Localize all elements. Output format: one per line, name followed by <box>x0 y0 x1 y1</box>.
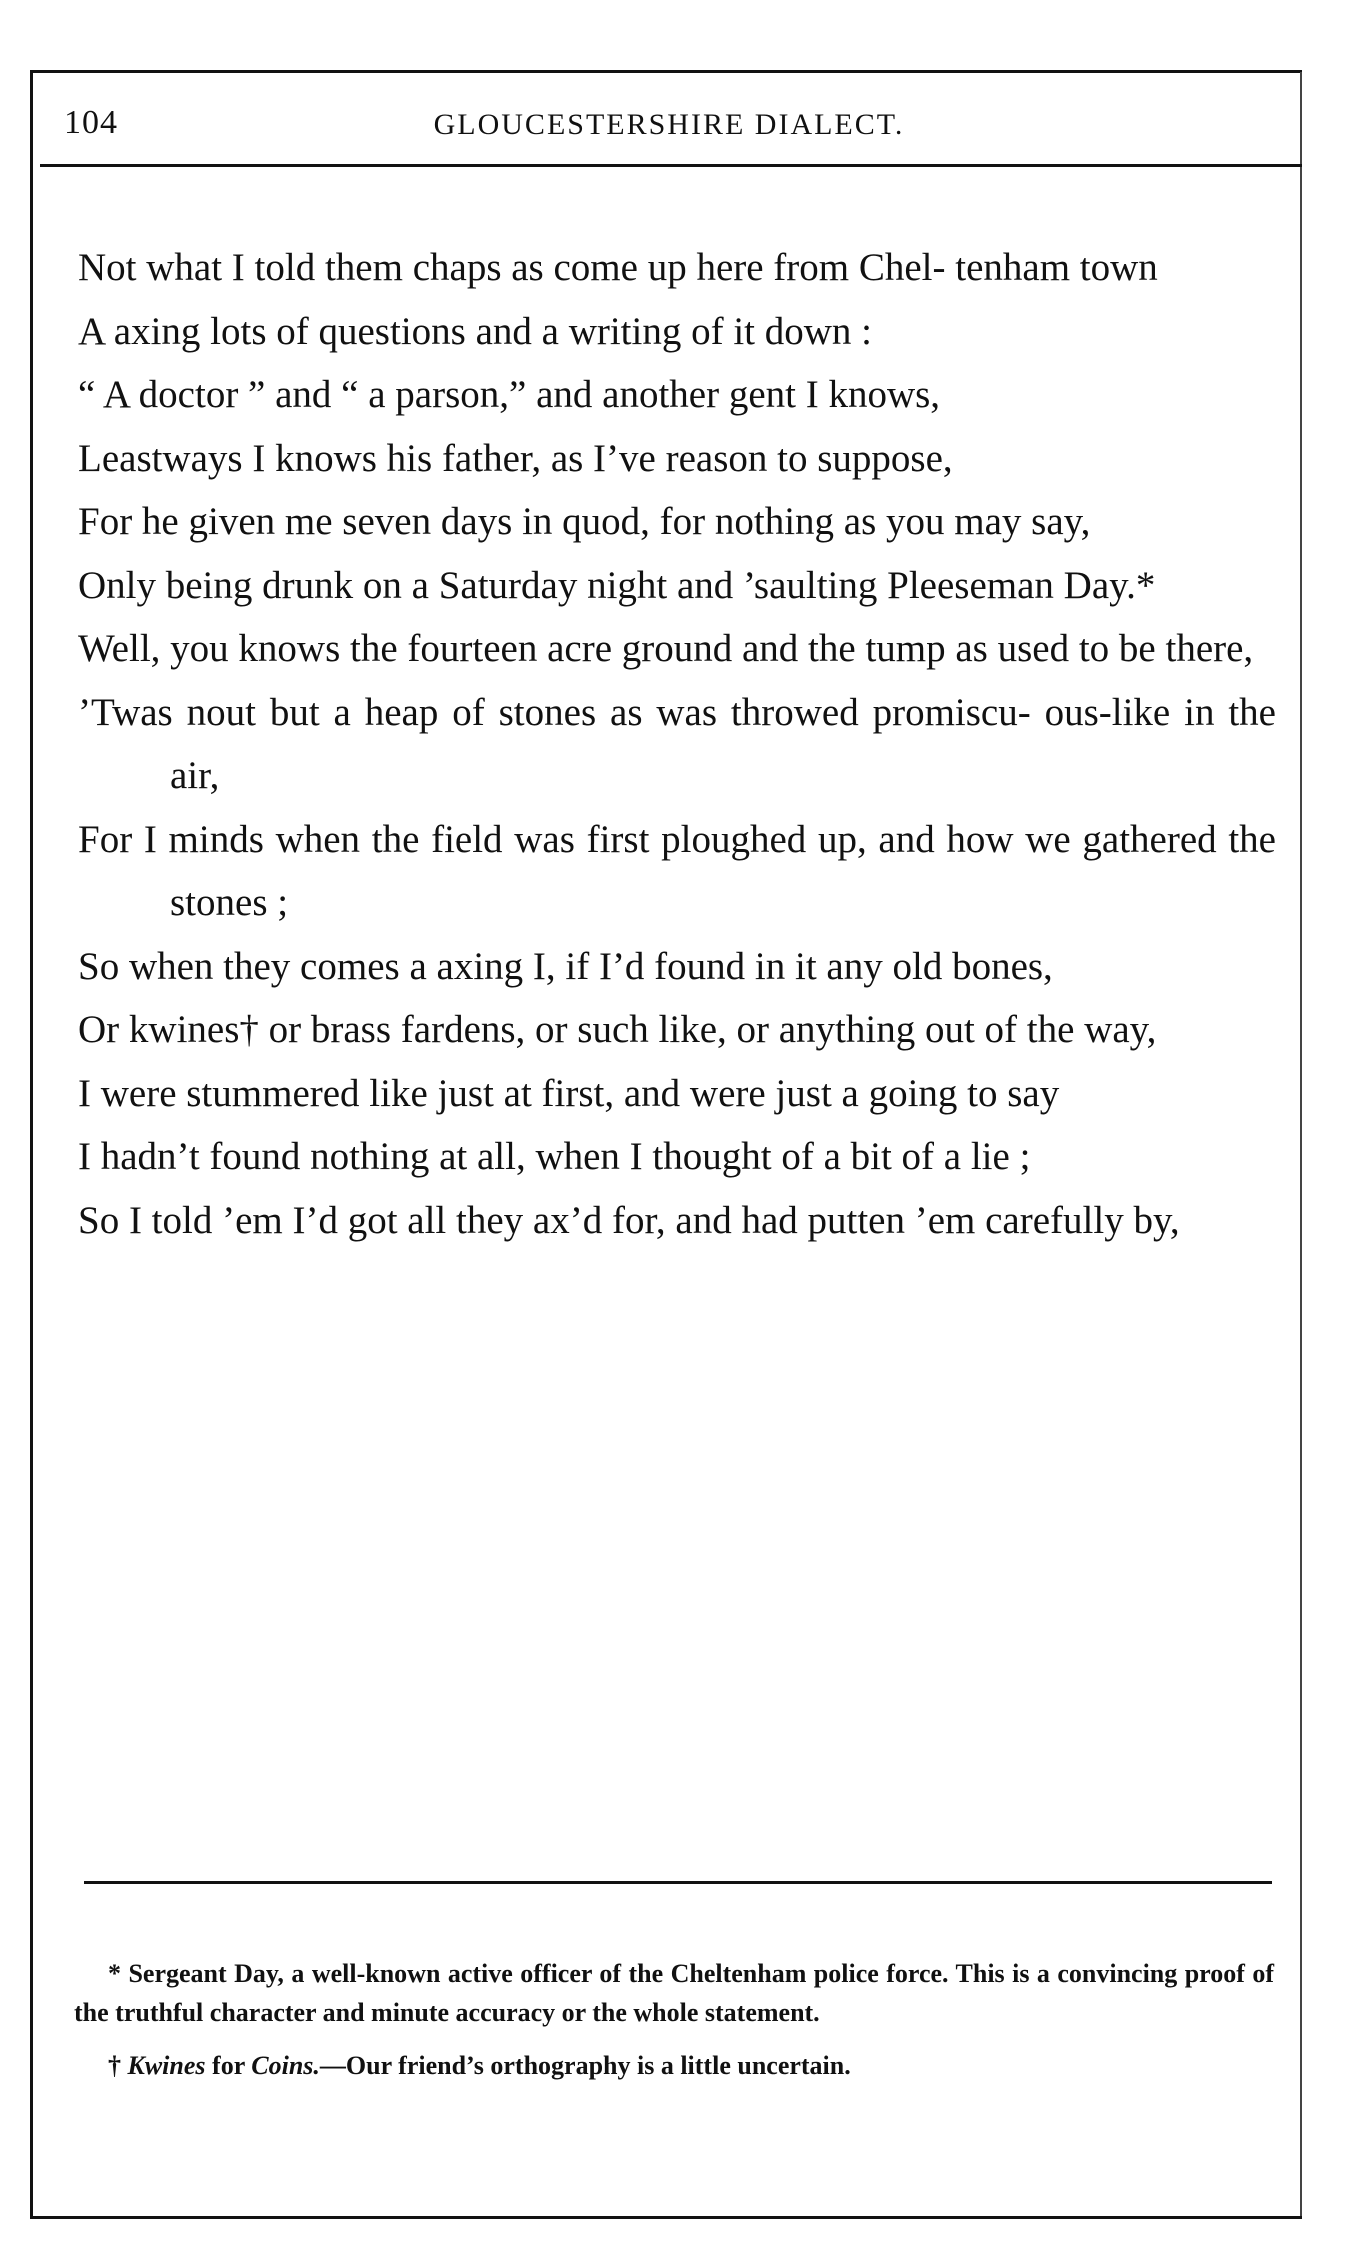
verse-line: Only being drunk on a Saturday night and ’saulting Pleeseman Day.* <box>78 563 1156 607</box>
verse-line: Or kwines† or brass fardens, or such like, or anything out of the way, <box>78 1008 1157 1051</box>
footnote-term-kwines: Kwines <box>127 2051 206 2080</box>
page-header <box>64 104 1274 148</box>
footnote-term-coins: Coins. <box>251 2051 320 2080</box>
header-rule <box>40 164 1302 167</box>
footnote-for: for <box>205 2051 252 2080</box>
verse-line: A axing lots of questions and a writing of it down : <box>78 309 873 353</box>
page-frame-top <box>30 70 1302 73</box>
page-frame-left <box>30 72 33 2218</box>
page-number: 104 <box>64 104 118 141</box>
verse-line: Not what I told them chaps as come up here from Chel- tenham town <box>78 246 1158 289</box>
running-title: GLOUCESTERSHIRE DIALECT. <box>433 108 905 141</box>
footnotes <box>74 1954 1274 2085</box>
verse-line: For I minds when the field was first ploughed up, and how we gathered the stones ; <box>78 817 1276 924</box>
verse-line: So when they comes a axing I, if I’d found in it any old bones, <box>78 944 1053 988</box>
verse-line: Leastways I knows his father, as I’ve reason to suppose, <box>78 436 953 480</box>
footnote-sergeant-day: * Sergeant Day, a well-known active officer of the Cheltenham police force. This is a convincing proof of the truthful character and minute accuracy or the whole statement. <box>74 1959 1274 2027</box>
footnote-explanation: —Our friend’s orthography is a little uncertain. <box>319 2051 851 2080</box>
verse-line: ’Twas nout but a heap of stones as was throwed promiscu- ous-like in the air, <box>78 690 1276 797</box>
page-frame-right <box>1300 72 1302 2218</box>
footnote-rule <box>84 1881 1272 1884</box>
footnote-kwines <box>74 2046 1274 2085</box>
footnote-dagger: † <box>108 2051 128 2080</box>
verse-line: “ A doctor ” and “ a parson,” and another gent I knows, <box>78 373 941 416</box>
verse-line: Well, you knows the fourteen acre ground and the tump as used to be there, <box>78 627 1254 670</box>
verse-line: For he given me seven days in quod, for nothing as you may say, <box>78 500 1091 543</box>
poem-body <box>78 236 1276 1252</box>
verse-line: So I told ’em I’d got all they ax’d for, and had putten ’em carefully by, <box>78 1198 1180 1242</box>
verse-line: I hadn’t found nothing at all, when I thought of a bit of a lie ; <box>78 1135 1031 1178</box>
verse-line: I were stummered like just at first, and were just a going to say <box>78 1071 1060 1115</box>
page-frame-bottom <box>30 2216 1302 2219</box>
